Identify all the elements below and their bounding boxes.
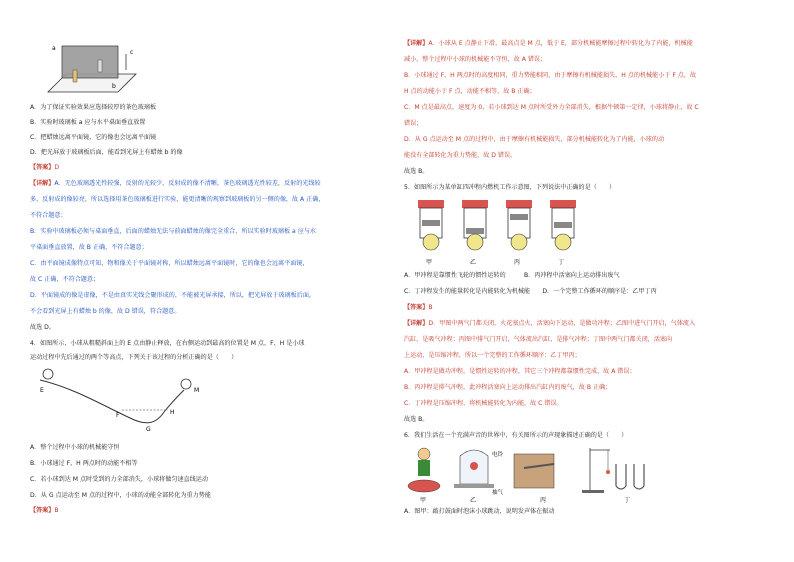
- q3-detail-line-5: C．由平面镜成像特点可知，物和像关于平面镜对称，所以蜡烛远离平面镜时，它的像也会远离平面镜，: [30, 260, 309, 267]
- fig-jia-drum: [408, 448, 440, 504]
- svg-text:乙: 乙: [470, 259, 477, 266]
- q5-detail-line-4: B．丙冲程是排气冲程，此冲程活塞向上运动排出汽缸内的废气，故 B 正确；: [404, 384, 612, 391]
- q4-option-d: D．从 G 点运动至 M 点的过程中，小球的动能全部转化为重力势能: [30, 492, 211, 499]
- fig-ding-tuning-fork: [582, 448, 644, 504]
- q3-detail-line-4: 平桌面垂直放置，故 B 正确，不符合题意；: [30, 244, 148, 251]
- q5-detail-line-5: C．丁冲程是压缩冲程，将机械能转化为内能，故 C 错误。: [404, 400, 563, 407]
- q3-option-d: D．把光屏放于玻璃板后面，能看到光屏上有蜡烛 b 的像: [30, 149, 183, 156]
- q4-detail-line-4: C．M 点是最高点，速度为 0，若小球到达 M 点时所受外力全部消失，根据牛顿第一定律，小球将静止，故 C: [404, 104, 699, 111]
- svg-text:丁: 丁: [624, 497, 631, 504]
- q5-options-line-1: C．丁冲程发生的能量转化是内能转化为机械能 D．一个完整工作循环的顺序是：乙甲丁丙: [404, 288, 657, 295]
- q5-options-line-0: A．甲冲程是靠惯性飞轮的惯性运转的 B．丙冲程中活塞向上运动排出废气: [404, 272, 620, 279]
- fig-yi-bell-jar: [454, 450, 504, 504]
- q3-detail-line-1: 多，反射成的像较亮，所以选择用茶色玻璃板进行实验，能更清晰的观察到玻璃板的另一侧的像，故 A 正确，: [30, 196, 325, 203]
- engine-jia: [418, 200, 444, 266]
- q6-option-a: A．图甲：敲打鼓面时泡沫小球跳动，说明发声体在振动: [404, 508, 555, 515]
- q3-option-a: A．为了保证实验效果应选择较厚的茶色玻璃板: [30, 104, 157, 111]
- svg-text:电铃: 电铃: [492, 452, 504, 458]
- q4-detail-line-8: 故选 B。: [404, 168, 429, 175]
- q4-detail-line-7: 能没有全部转化为重力势能，故 D 错误。: [404, 152, 517, 159]
- svg-text:丁: 丁: [558, 259, 565, 266]
- svg-text:乙: 乙: [470, 497, 477, 504]
- label-F: F: [116, 412, 120, 419]
- q3-option-b: B．实验时玻璃板 a 应与水平桌面垂直放置: [30, 119, 146, 126]
- q4-stem-line-0: 4．如图所示，小球从粗糙斜面上的 E 点由静止释放，在右侧运动到最高的位置是 M 点，F、H 是小球: [30, 340, 305, 347]
- q3-detail-line-3: B．实验中玻璃板必须与桌面垂直，后面的蜡烛无法与前面蜡烛的像完全重合，所以实验时玻璃板 a 应与水: [30, 228, 317, 235]
- q5-stem: 5．如图所示为某单缸四冲程内燃机工作示意图，下列说法中正确的是（ ）: [404, 184, 616, 191]
- q4-detail-line-6: D．从 G 点运动至 M 点的过程中，由于摩擦有机械能损失，部分机械能转化为了内能，小球的动: [404, 136, 665, 143]
- label-b: b: [112, 83, 116, 90]
- svg-text:甲: 甲: [426, 259, 433, 266]
- svg-text:丙: 丙: [540, 497, 547, 504]
- engine-yi: [462, 200, 488, 266]
- sound-figures: [404, 442, 664, 504]
- q4-option-a: A．整个过程中小球的机械能守恒: [30, 444, 120, 451]
- engine-bing: [506, 200, 532, 266]
- fig-bing-ruler: [514, 454, 554, 504]
- svg-text:抽气: 抽气: [492, 490, 504, 496]
- q3-detail-line-0: 【详解】A．无色玻璃透光性较强，反射的光较少，反射成的像不清晰，茶色玻璃透光性较差，反射的光线较: [30, 180, 321, 187]
- q5-detail-line-2: 上运动，是压缩冲程，所以一个完整的工作循环顺序：乙丁甲丙；: [404, 352, 581, 359]
- q3-detail-line-2: 不符合题意；: [30, 212, 67, 219]
- q3-option-c: C．把蜡烛远离平面镜，它的像也会远离平面镜: [30, 134, 157, 141]
- engine-ding: [550, 200, 576, 266]
- q5-answer: 【答案】B: [404, 304, 433, 311]
- q4-detail-line-1: 减小，整个过程中小球的机械能不守恒，故 A 错误；: [404, 56, 547, 63]
- label-E: E: [40, 387, 44, 394]
- q6-stem: 6．我们生活在一个充满声音的世界中，有关图所示的声现象描述正确的是（ ）: [404, 432, 628, 439]
- q4-detail-line-0: 【详解】A．小球从 E 点静止下滑，最高点是 M 点，低于 E，部分机械能摩擦过程中转化为了内能，机械能: [404, 40, 693, 47]
- q5-detail-line-3: A．甲冲程是做功冲程，是惯性运转的冲程，其它三个冲程都靠惯性完成，故 A 错误；: [404, 368, 636, 375]
- q4-answer: 【答案】B: [30, 507, 59, 514]
- label-c: c: [130, 49, 134, 56]
- q3-detail-line-8: 不会看到光屏上有蜡烛 b 的像，故 D 错误，符合题意。: [30, 308, 181, 315]
- label-a: a: [52, 45, 56, 52]
- svg-text:丙: 丙: [514, 259, 521, 266]
- left-column: [30, 0, 390, 562]
- mirror-experiment-figure: [40, 40, 150, 100]
- ball-track-figure: [34, 366, 214, 432]
- q4-option-c: C．若小球到达 M 点时受到的力全部消失，小球将做匀速直线运动: [30, 476, 208, 483]
- q3-detail-line-6: 故 C 正确，不符合题意；: [30, 276, 100, 283]
- q4-option-b: B．小球通过 F、H 两点时的动能不相等: [30, 460, 138, 467]
- q5-detail-line-0: 【详解】D．甲图中两气门都关闭，火花塞点火，活塞向下运动，是做功冲程；乙图中进气门开启，气体流入: [404, 320, 696, 327]
- detail-tag: 【详解】: [30, 180, 55, 187]
- q4-detail-line-3: H 点的动能小于 F 点，动能不相等，故 B 正确；: [404, 88, 536, 95]
- label-G: G: [146, 426, 151, 432]
- q3-detail-line-9: 故选 D。: [30, 324, 55, 331]
- q3-detail-line-7: D．平面镜成的像是虚像，不是由真实光线会聚形成的，不能被光屏承接，所以，把光屏放于玻璃板后面，: [30, 292, 316, 299]
- svg-text:甲: 甲: [420, 497, 427, 504]
- q4-detail-line-5: 错误；: [404, 120, 423, 127]
- label-H: H: [170, 409, 175, 416]
- answer-tag: 【答案】: [30, 164, 55, 171]
- q4-detail-line-2: B．小球通过 F、H 两点时的高度相同，重力势能相同，由于摩擦有机械能损失，H 点的机械能小于 F 点，故: [404, 72, 697, 79]
- q5-detail-line-1: 汽缸，是吸气冲程；丙图中排气门开启，气体流出汽缸，是排气冲程；丁图中两气门都关闭，活塞向: [404, 336, 673, 343]
- label-M: M: [194, 387, 200, 394]
- q4-stem-line-1: 运动过程中先后通过的两个等高点，下列关于该过程的分析正确的是（ ）: [30, 354, 238, 361]
- engine-strokes-figure: [404, 196, 594, 266]
- right-column: [404, 0, 764, 562]
- q5-detail-line-6: 故选 B。: [404, 416, 429, 423]
- q3-answer: 【答案】D: [30, 164, 60, 171]
